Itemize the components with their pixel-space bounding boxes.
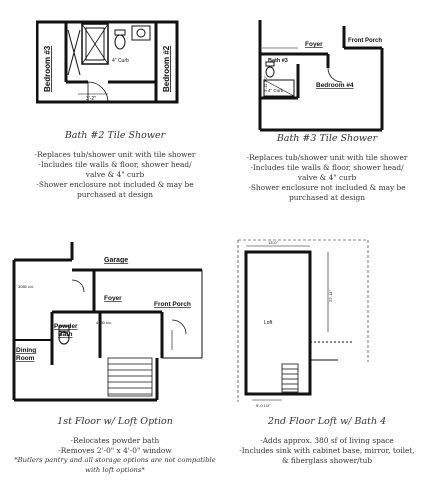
floor1-note: *Butlers pantry and all storage options are not compatible bbox=[14, 456, 216, 464]
bath2-bullet: -Replaces tub/shower unit with tile shower bbox=[34, 150, 196, 159]
bath3-bullet: -Includes tile walls & floor, shower head/ bbox=[250, 163, 404, 172]
floor1-dining-label: Dining bbox=[16, 347, 37, 354]
floor2-bullet: -Includes sink with cabinet base, mirror, toilet, bbox=[239, 446, 415, 455]
bath2-dim-label: 3'-2" bbox=[86, 96, 96, 102]
floor2-dim-bottom: 9'-0 1/2" bbox=[256, 403, 271, 408]
floor1-room-label: Room bbox=[16, 355, 35, 362]
floor1-foyer-label: Foyer bbox=[104, 295, 122, 302]
bath3-bullet: valve & 4" curb bbox=[297, 173, 357, 182]
floor1-floor-plan bbox=[12, 240, 214, 405]
bath3-curb-label: 4" Curb bbox=[268, 88, 284, 93]
floor1-bullet: -Removes 2'-0" x 4'-0" window bbox=[58, 446, 172, 455]
bath2-room-left-label: Bedroom #3 bbox=[43, 45, 52, 92]
floor2-dim-top: 13'-0" bbox=[268, 240, 279, 245]
bath2-curb-label: 4" Curb bbox=[112, 58, 129, 64]
bath2-floor-plan bbox=[36, 20, 186, 110]
floor1-bullet: -Relocates powder bath bbox=[70, 436, 160, 445]
floor1-garage-label: Garage bbox=[104, 257, 129, 264]
floor1-powder-label: Powder bbox=[54, 323, 78, 330]
bath3-bullet: purchased at design bbox=[288, 193, 366, 202]
bath2-room-right-label: Bedroom #2 bbox=[162, 45, 171, 92]
floor1-porch-label: Front Porch bbox=[154, 301, 191, 308]
floor1-note: with loft options* bbox=[85, 465, 145, 474]
bath3-bedroom-label: Bedroom #4 bbox=[316, 82, 354, 89]
floor2-dim-side: 22'-11" bbox=[328, 289, 333, 302]
bath2-bullet: purchased at design bbox=[76, 190, 154, 199]
floor1-title: 1st Floor w/ Loft Option bbox=[57, 416, 173, 427]
bath3-floor-plan bbox=[258, 18, 386, 132]
bath3-foyer-label: Foyer bbox=[305, 41, 323, 48]
bath3-porch-label: Front Porch bbox=[348, 38, 382, 44]
floor2-floor-plan bbox=[228, 232, 378, 412]
bath2-bullet: valve & 4" curb bbox=[85, 170, 145, 179]
floor1-window2-label: 4080 c/o bbox=[96, 320, 112, 325]
floor2-bullet: & fiberglass shower/tub bbox=[281, 456, 373, 465]
bath3-title: Bath #3 Tile Shower bbox=[276, 133, 378, 144]
bath2-caption bbox=[10, 130, 220, 200]
bath2-bullet: -Shower enclosure not included & may be bbox=[36, 180, 194, 189]
bath2-bullet: -Includes tile walls & floor, shower head/ bbox=[38, 160, 192, 169]
bath3-caption bbox=[222, 133, 432, 203]
floor1-bath-label: Bath bbox=[58, 331, 73, 338]
floor2-loft-label: Loft bbox=[264, 320, 273, 326]
bath3-bullet: -Shower enclosure not included & may be bbox=[248, 183, 406, 192]
bath3-bullet: -Replaces tub/shower unit with tile shower bbox=[246, 153, 408, 162]
floor1-caption bbox=[8, 416, 222, 475]
floor2-title: 2nd Floor Loft w/ Bath 4 bbox=[267, 416, 387, 427]
floor1-window1-label: 3080 c/o bbox=[18, 284, 34, 289]
bath3-dim-label: 3'-11 1/2" bbox=[263, 75, 268, 92]
bath3-bath-label: Bath #3 bbox=[268, 58, 288, 64]
bath2-title: Bath #2 Tile Shower bbox=[64, 130, 166, 141]
floor2-bullet: -Adds approx. 380 sf of living space bbox=[260, 436, 394, 445]
floor2-caption bbox=[222, 416, 432, 466]
